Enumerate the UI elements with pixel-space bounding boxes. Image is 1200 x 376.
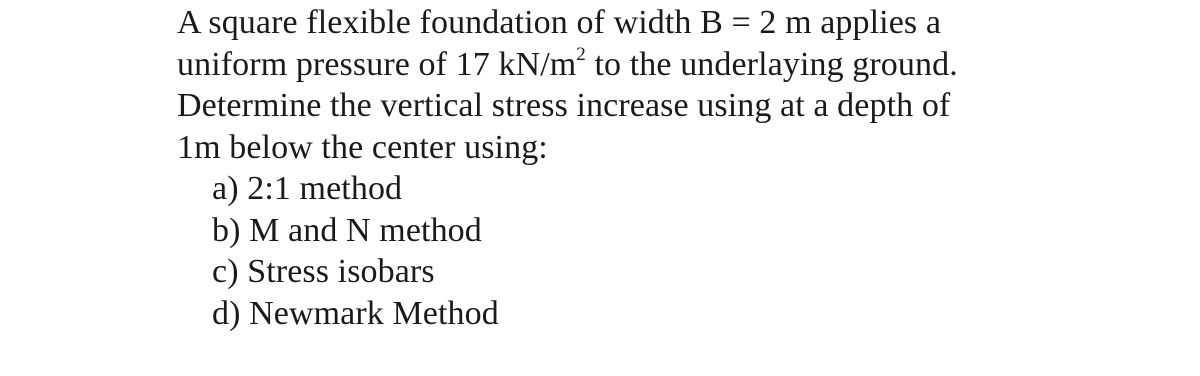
option-a: a) 2:1 method	[212, 170, 403, 207]
problem-line-2-text-end: to the underlaying ground.	[585, 45, 958, 83]
problem-line-1: A square flexible foundation of width B = 2 m applies a	[177, 4, 942, 41]
answer-options-list	[212, 168, 1177, 334]
problem-line-4: 1m below the center using:	[177, 128, 548, 166]
option-b: b) M and N method	[212, 211, 482, 249]
option-c: c) Stress isobars	[212, 253, 435, 290]
problem-statement	[177, 2, 1177, 334]
option-d: d) Newmark Method	[212, 294, 499, 332]
problem-line-3: Determine the vertical stress increase using at a depth of	[177, 87, 951, 124]
superscript-exponent: 2	[576, 44, 586, 66]
problem-line-2	[177, 44, 1177, 86]
problem-line-2-text: uniform pressure of 17 kN/m	[177, 45, 577, 83]
